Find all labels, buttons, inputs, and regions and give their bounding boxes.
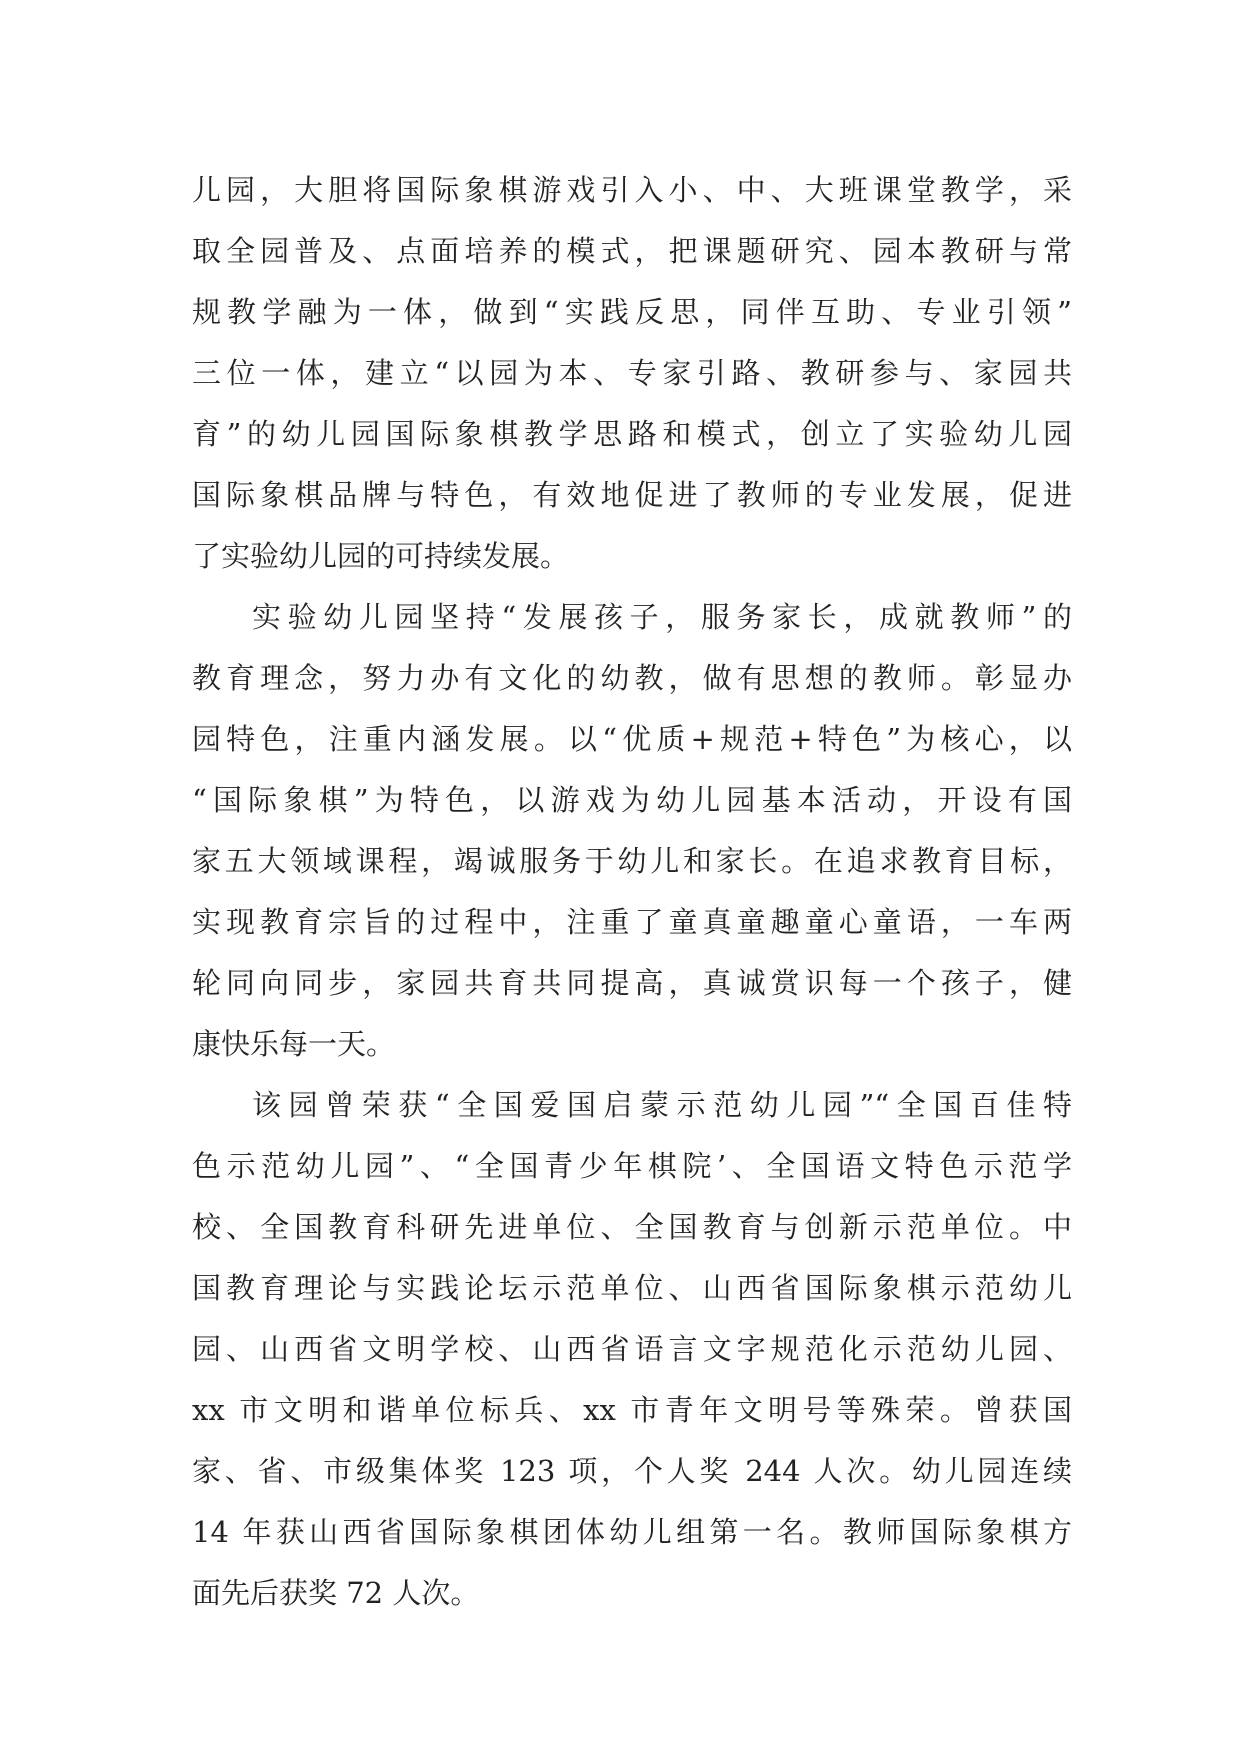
text-line: 国教育理论与实践论坛示范单位、山西省国际象棋示范幼儿 xyxy=(192,1271,1072,1305)
text-line: 面先后获奖 72 人次。 xyxy=(192,1576,480,1610)
paragraph xyxy=(192,160,1072,587)
text-line: 色示范幼儿园”、“全国青少年棋院’、全国语文特色示范学 xyxy=(192,1149,1072,1183)
paragraph xyxy=(192,1075,1072,1624)
body-text xyxy=(192,160,1072,1624)
text-line: 家、省、市级集体奖 123 项，个人奖 244 人次。幼儿园连续 xyxy=(192,1454,1072,1488)
text-line: 实验幼儿园坚持“发展孩子，服务家长，成就教师”的 xyxy=(252,600,1072,634)
text-line: 14 年获山西省国际象棋团体幼儿组第一名。教师国际象棋方 xyxy=(192,1515,1072,1549)
text-line: 了实验幼儿园的可持续发展。 xyxy=(192,539,570,573)
text-line: 该园曾荣获“全国爱国启蒙示范幼儿园”“全国百佳特 xyxy=(252,1088,1072,1122)
text-line: 三位一体，建立“以园为本、专家引路、教研参与、家园共 xyxy=(192,356,1072,390)
text-line: 实现教育宗旨的过程中，注重了童真童趣童心童语，一车两 xyxy=(192,905,1072,939)
text-line: 教育理念，努力办有文化的幼教，做有思想的教师。彰显办 xyxy=(192,661,1072,695)
text-line: 家五大领域课程，竭诚服务于幼儿和家长。在追求教育目标， xyxy=(192,844,1072,878)
text-line: 规教学融为一体，做到“实践反思，同伴互助、专业引领” xyxy=(192,295,1072,329)
text-line: 校、全国教育科研先进单位、全国教育与创新示范单位。中 xyxy=(192,1210,1072,1244)
text-line: 儿园，大胆将国际象棋游戏引入小、中、大班课堂教学，采 xyxy=(192,173,1072,207)
text-line: 园、山西省文明学校、山西省语言文字规范化示范幼儿园、 xyxy=(192,1332,1072,1366)
paragraph xyxy=(192,587,1072,1075)
text-line: 取全园普及、点面培养的模式，把课题研究、园本教研与常 xyxy=(192,234,1072,268)
text-line: xx 市文明和谐单位标兵、xx 市青年文明号等殊荣。曾获国 xyxy=(192,1393,1072,1427)
text-line: 康快乐每一天。 xyxy=(192,1027,396,1061)
text-line: “国际象棋”为特色，以游戏为幼儿园基本活动，开设有国 xyxy=(192,783,1072,817)
text-line: 园特色，注重内涵发展。以“优质+规范+特色”为核心，以 xyxy=(192,722,1072,756)
text-line: 轮同向同步，家园共育共同提高，真诚赏识每一个孩子，健 xyxy=(192,966,1072,1000)
text-line: 国际象棋品牌与特色，有效地促进了教师的专业发展，促进 xyxy=(192,478,1072,512)
text-line: 育”的幼儿园国际象棋教学思路和模式，创立了实验幼儿园 xyxy=(192,417,1072,451)
